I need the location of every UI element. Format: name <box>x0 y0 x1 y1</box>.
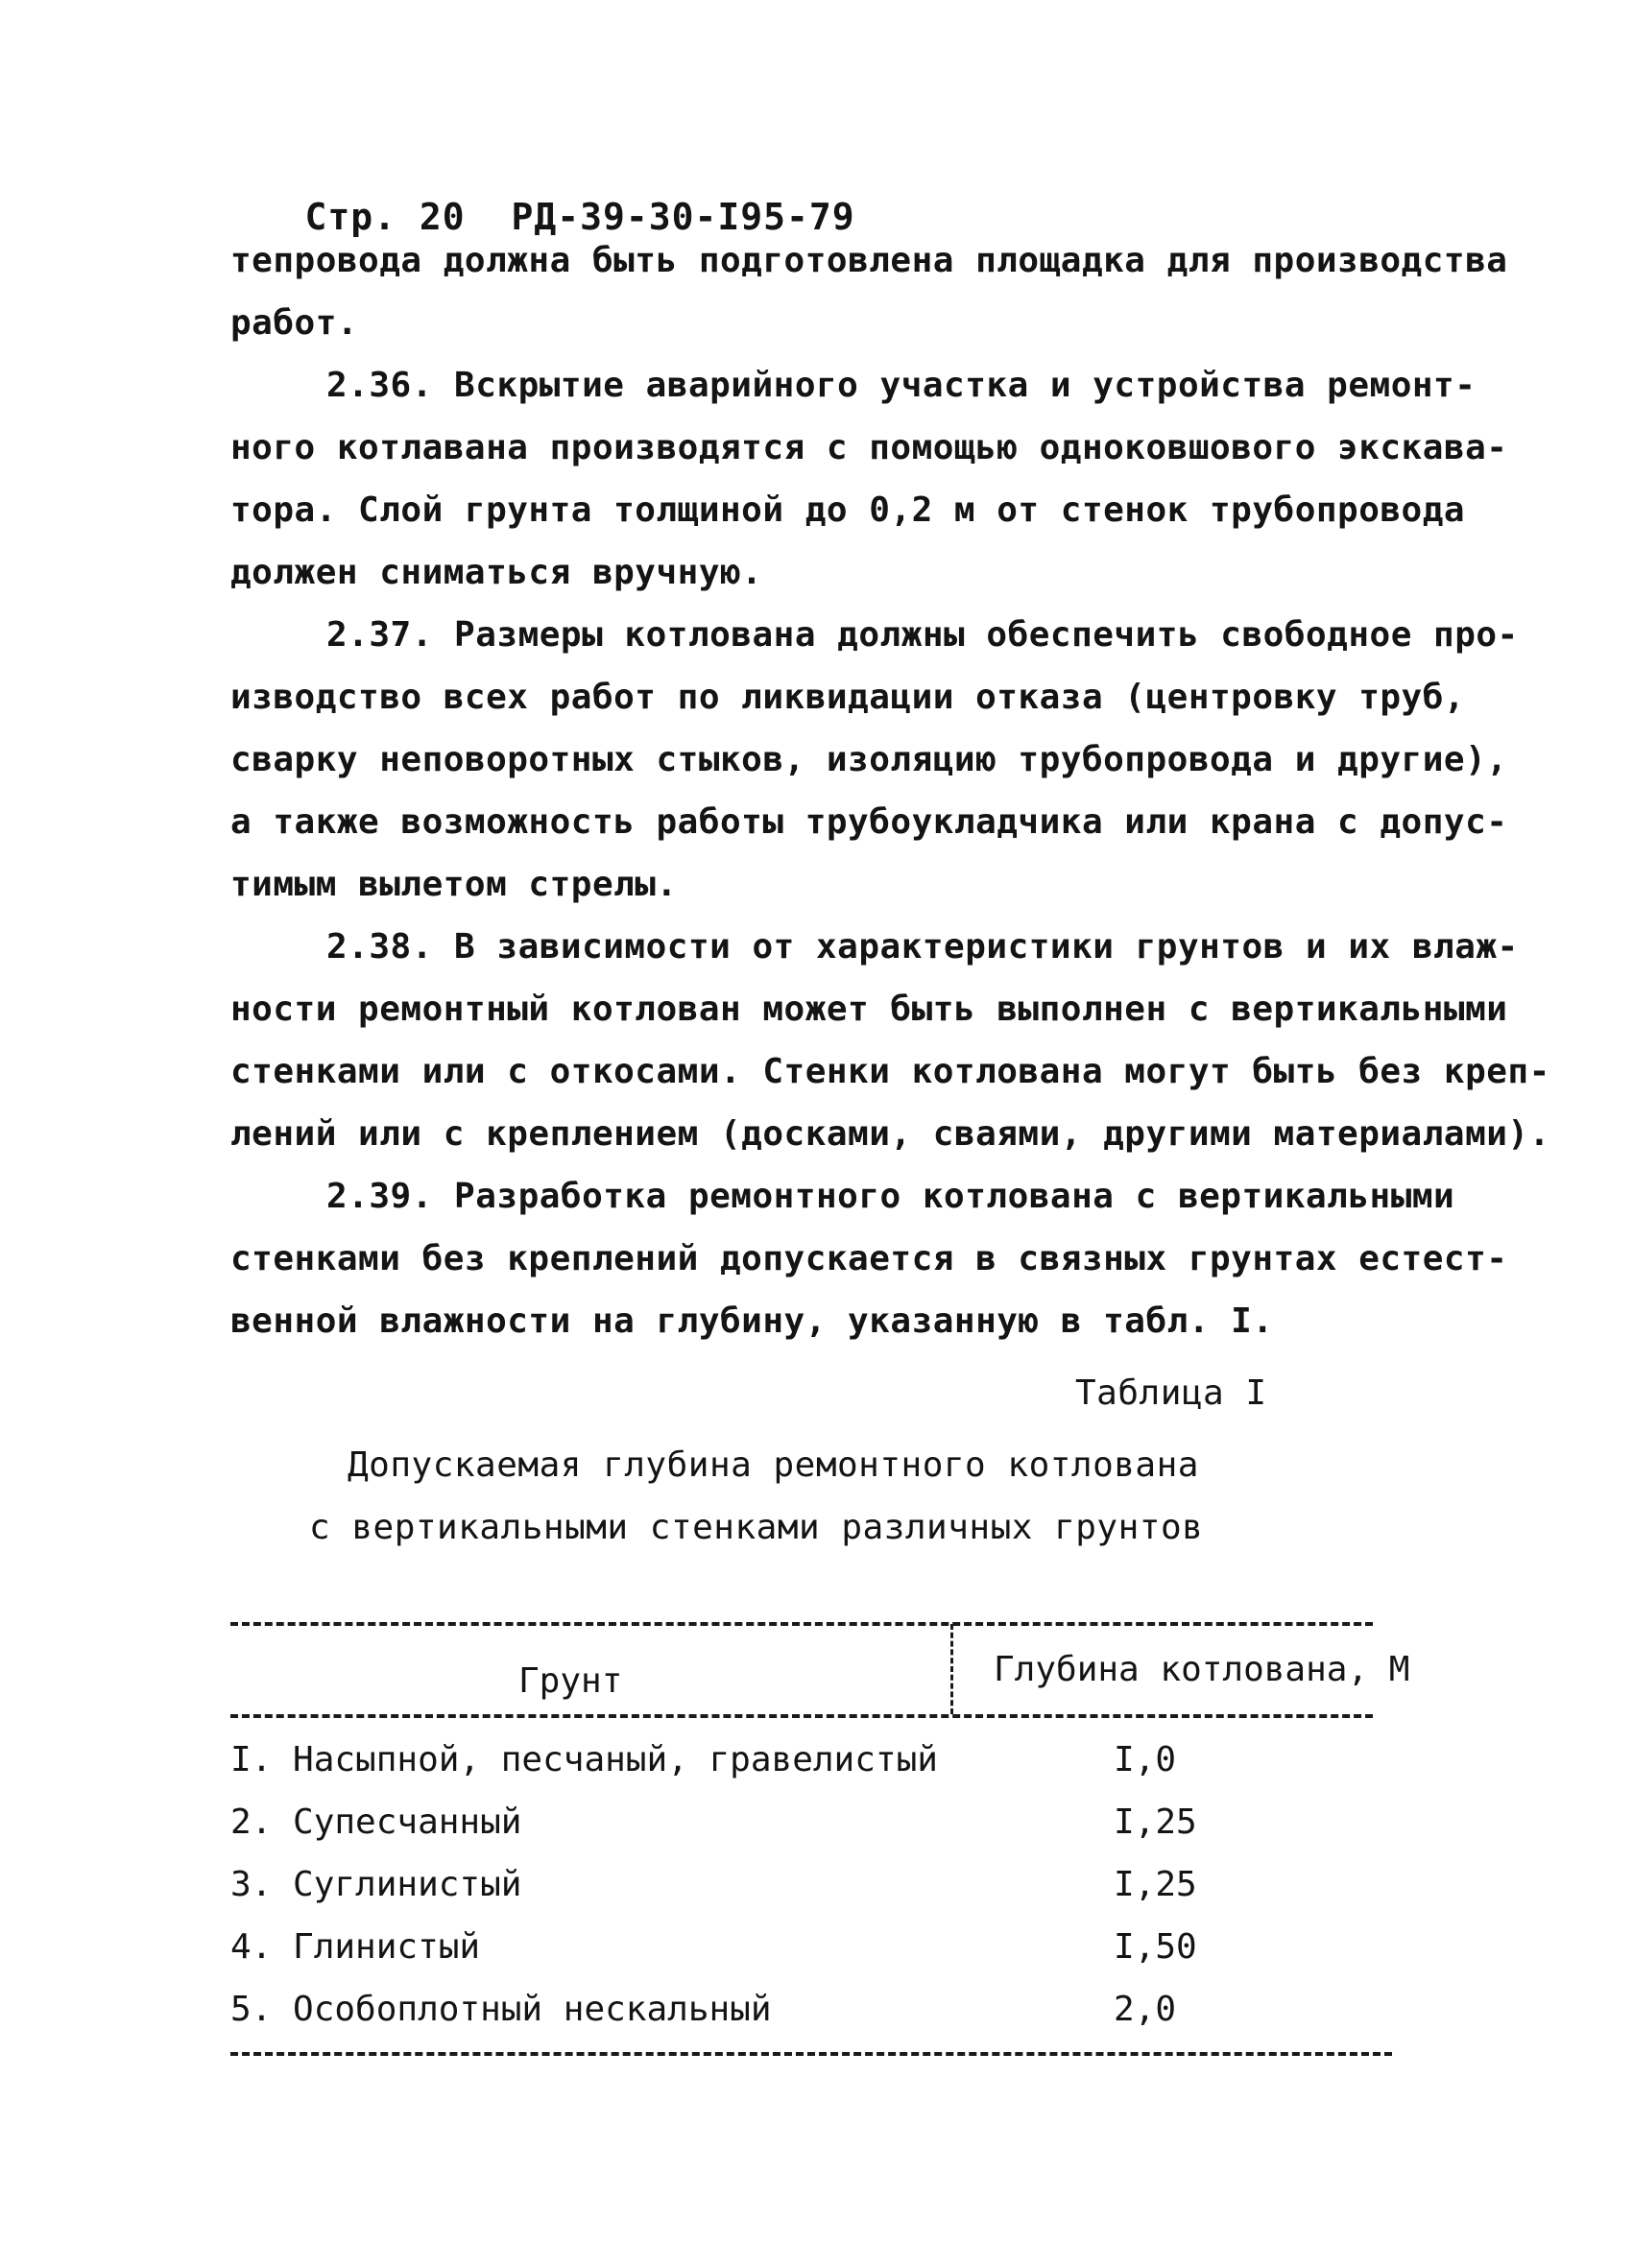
table-row-depth: I,0 <box>1114 1740 1177 1779</box>
paragraph-2-38-start: 2.38. В зависимости от характеристики грунтов и их влаж- <box>326 927 1519 967</box>
table-column-separator <box>950 1624 953 1714</box>
paragraph-2-36-start: 2.36. Вскрытие аварийного участка и устройства ремонт- <box>326 366 1477 405</box>
body-line: работ. <box>230 303 359 343</box>
body-line: а также возможность работы трубоукладчика или крана с допус- <box>230 802 1508 842</box>
table-row-depth: 2,0 <box>1114 1990 1177 2029</box>
table-row-depth: I,25 <box>1114 1802 1197 1842</box>
body-line: стенками без креплений допускается в связных грунтах естест- <box>230 1239 1508 1278</box>
paragraph-2-37-start: 2.37. Размеры котлована должны обеспечить свободное про- <box>326 615 1519 655</box>
table-caption-line-1: Допускаемая глубина ремонтного котлована <box>348 1445 1199 1485</box>
body-line: тора. Слой грунта толщиной до 0,2 м от стенок трубопровода <box>230 490 1466 530</box>
table-row-depth: I,50 <box>1114 1927 1197 1967</box>
document-code: РД-39-30-I95-79 <box>511 196 855 238</box>
table-bottom-rule <box>230 2052 1392 2056</box>
table-row-soil: 3. Суглинистый <box>230 1865 522 1904</box>
table-top-rule <box>230 1622 1373 1626</box>
table-label: Таблица I <box>1075 1373 1267 1413</box>
table-header-rule <box>230 1714 1373 1718</box>
table-row-soil: 4. Глинистый <box>230 1927 481 1967</box>
body-line: изводство всех работ по ликвидации отказа (центровку труб, <box>230 678 1466 717</box>
body-line: должен сниматься вручную. <box>230 553 763 592</box>
body-line: ности ремонтный котлован может быть выполнен с вертикальными <box>230 990 1508 1029</box>
body-line: тимым вылетом стрелы. <box>230 865 678 904</box>
table-row-soil: 2. Супесчанный <box>230 1802 522 1842</box>
page-number: Стр. 20 <box>304 196 466 238</box>
table-row-soil: 5. Особоплотный нескальный <box>230 1990 772 2029</box>
table-row-depth: I,25 <box>1114 1865 1197 1904</box>
table-header-depth: Глубина котлована, М <box>994 1650 1410 1689</box>
table-caption-line-2: с вертикальными стенками различных грунтов <box>309 1508 1204 1547</box>
body-line: лений или с креплением (досками, сваями, другими материалами). <box>230 1114 1550 1154</box>
body-line: тепровода должна быть подготовлена площадка для производства <box>230 241 1508 280</box>
body-line: сварку неповоротных стыков, изоляцию трубопровода и другие), <box>230 740 1508 779</box>
body-line: стенками или с откосами. Стенки котлована могут быть без креп- <box>230 1052 1550 1091</box>
body-line: венной влажности на глубину, указанную в табл. I. <box>230 1301 1274 1341</box>
table-row-soil: I. Насыпной, песчаный, гравелистый <box>230 1740 938 1779</box>
paragraph-2-39-start: 2.39. Разработка ремонтного котлована с вертикальными <box>326 1177 1455 1216</box>
table-header-soil: Грунт <box>518 1661 623 1701</box>
body-line: ного котлавана производятся с помощью одноковшового экскава- <box>230 428 1508 467</box>
